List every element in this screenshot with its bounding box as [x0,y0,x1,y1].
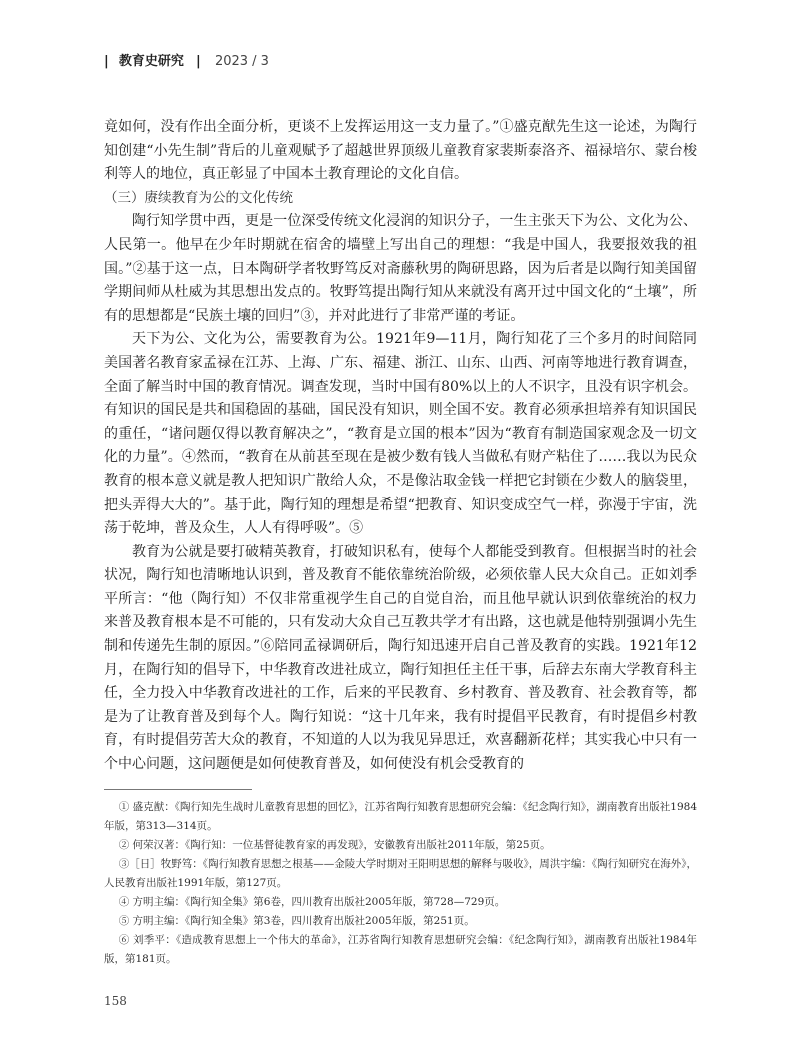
footnote: ② 何荣汉著：《陶行知：一位基督徒教育家的再发现》，安徽教育出版社2011年版，第25页。 [118,839,551,851]
footnotes [104,798,697,969]
section-heading: （三）赓续教育为公的文化传统 [104,189,293,206]
journal-title: 教育史研究 [118,54,184,69]
body-paragraph: 教育为公就是要打破精英教育，打破知识私有，使每个人都能受到教育。但根据当时的社会状况，陶行知也清晰地认识到，普及教育不能依靠统治阶级，必须依靠人民大众自己。正如刘季平所言：“他（陶行知）不仅非常重视学生自己的自觉自治，而且他早就认识到依靠统治的权力来普及教育根本是不可能的，只有发动大众自己互教共学才有出路，这也就是他特别强调小先生制和传递先生制的原因。”⑥陪同孟禄调研后，陶行知迅速开启自己普及教育的实践。1921年12月，在陶行知的倡导下，中华教育改进社成立，陶行知担任主任干事，后辞去东南大学教育科主任，全力投入中华教育改进社的工作，后来的平民教育、乡村教育、普及教育、社会教育等，都是为了让教育普及到每个人。陶行知说：“这十几年来，我有时提倡平民教育，有时提倡乡村教育，有时提倡劳苦大众的教育，不知道的人以为我见异思迁，欢喜翻新花样；其实我心中只有一个中心问题，这问题便是如何使教育普及，如何使没有机会受教育的 [104,543,697,773]
body-paragraph: 天下为公、文化为公，需要教育为公。1921年9—11月，陶行知花了三个多月的时间陪同美国著名教育家孟禄在江苏、上海、广东、福建、浙江、山东、山西、河南等地进行教育调查，全面了解当时中国的教育情况。调查发现，当时中国有80%以上的人不识字，且没有识字机会。有知识的国民是共和国稳固的基础，国民没有知识，则全国不安。教育必须承担培养有知识国民的重任，“诸问题仅得以教育解决之”，“教育是立国的根本”因为“教育有制造国家观念及一切文化的力量”。④然而，“教育在从前甚至现在是被少数有钱人当做私有财产粘住了……我以为民众教育的根本意义就是教人把知识广散给人众，不是像沾取金钱一样把它封锁在少数人的脑袋里，把头弄得大大的”。基于此，陶行知的理想是希望“把教育、知识变成空气一样，弥漫于宇宙，洗荡于乾坤，普及众生，人人有得呼吸”。⑤ [104,331,697,537]
header-separator-right: | [196,54,201,69]
main-body [104,116,697,777]
body-paragraph-continuation: 竟如何，没有作出全面分析，更谈不上发挥运用这一支力量了。”①盛克猷先生这一论述，为陶行知创建“小先生制”背后的儿童观赋予了超越世界顶级儿童教育家裴斯泰洛齐、福禄培尔、蒙台梭利等人的地位，真正彰显了中国本土教育理论的文化自信。 [104,119,697,183]
footnote: ③［日］牧野笃：《陶行知教育思想之根基——金陵大学时期对王阳明思想的解释与吸收》，周洪宇编：《陶行知研究在海外》，人民教育出版社1991年版，第127页。 [104,858,697,889]
running-header [104,50,269,69]
footnote: ⑥ 刘季平：《造成教育思想上一个伟大的革命》，江苏省陶行知教育思想研究会编：《纪念陶行知》，湖南教育出版社1984年版，第181页。 [104,934,697,965]
footnote-divider [104,789,252,790]
footnote: ④ 方明主编：《陶行知全集》第6卷，四川教育出版社2005年版，第728—729页。 [118,896,506,908]
footnote: ① 盛克猷：《陶行知先生战时儿童教育思想的回忆》，江苏省陶行知教育思想研究会编：《纪念陶行知》，湖南教育出版社1984年版，第313—314页。 [104,801,697,832]
body-paragraph: 陶行知学贯中西，更是一位深受传统文化浸润的知识分子，一生主张天下为公、文化为公、人民第一。他早在少年时期就在宿舍的墙壁上写出自己的理想：“我是中国人，我要报效我的祖国。”②基于这一点，日本陶研学者牧野笃反对斋藤秋男的陶研思路，因为后者是以陶行知美国留学期间师从杜威为其思想出发点的。牧野笃提出陶行知从来就没有离开过中国文化的“土壤”，所有的思想都是“民族土壤的回归”③，并对此进行了非常严谨的考证。 [104,213,697,324]
header-separator-left: | [104,54,109,69]
footnote: ⑤ 方明主编：《陶行知全集》第3卷，四川教育出版社2005年版，第251页。 [118,915,475,927]
issue-number: 2023 / 3 [214,54,269,69]
page-number: 158 [104,994,127,1008]
